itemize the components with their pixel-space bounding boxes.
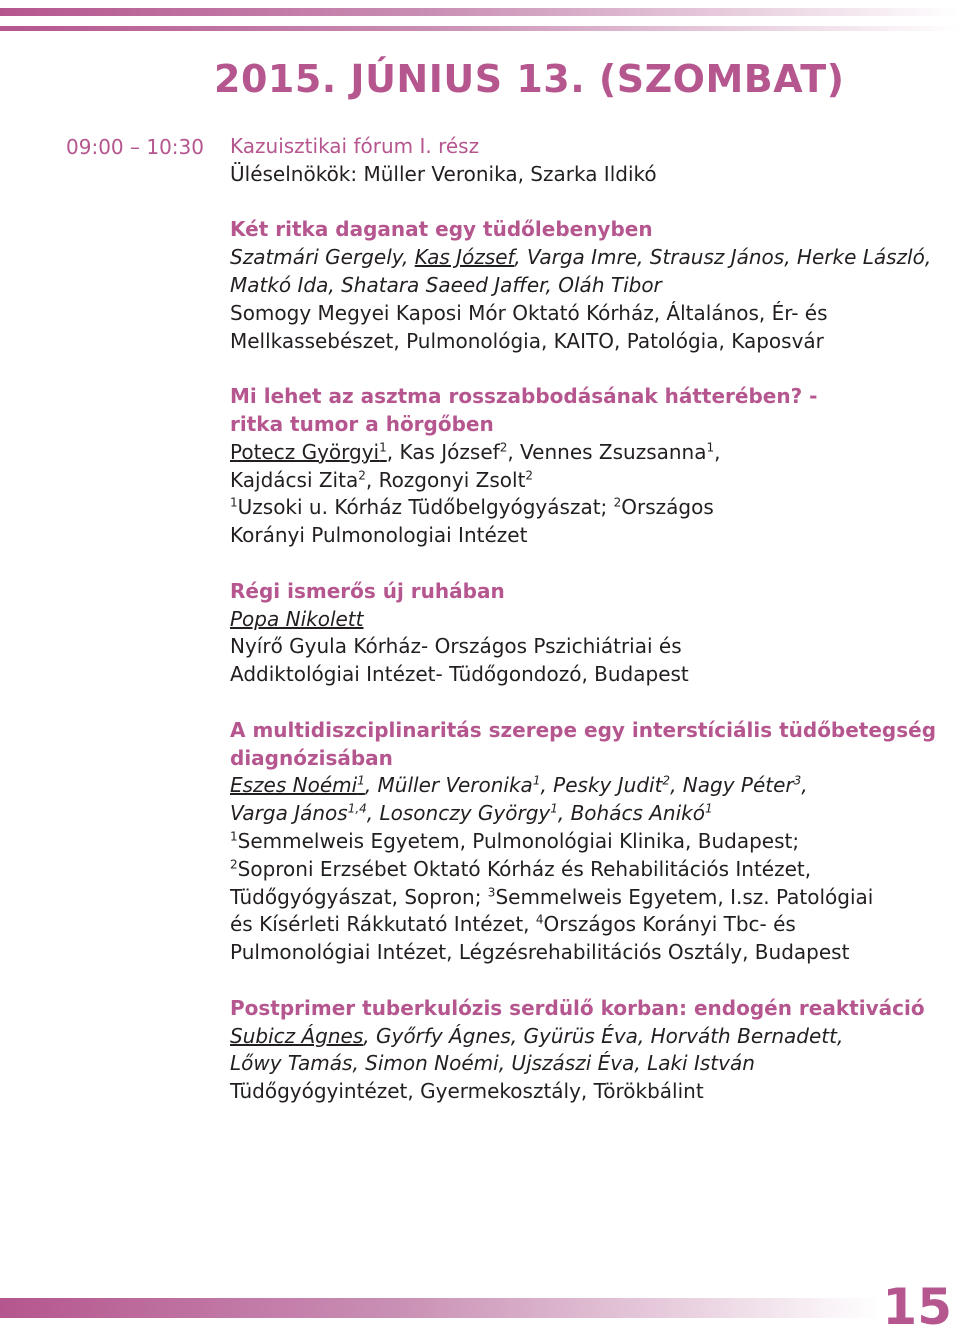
top-decorative-bar [0,8,960,16]
talk-5 [230,995,950,1106]
talk-title-line: diagnózisában [230,745,393,770]
presenting-author: Potecz Györgyi$^1$ [230,439,387,464]
talk-authors-line: Lőwy Tamás, Simon Noémi, Ujszászi Éva, Laki István [230,1051,755,1076]
talk-authors-line: Varga János$^{1,4}$, Losonczy György$^1$, Bohács Anikó$^1$ [230,801,713,826]
talk-affiliation-line: Pulmonológiai Intézet, Légzésrehabilitációs Osztály, Budapest [230,940,850,965]
talk-authors: Potecz Györgyi$^1$, Kas József$^2$, Vennes Zsuzsanna$^1$, [230,439,721,464]
talk-title-line: ritka tumor a hörgőben [230,411,494,436]
talk-affiliation: Tüdőgyógyintézet, Gyermekosztály, Törökbálint [230,1079,704,1104]
talk-affiliation-line: és Kísérleti Rákkutató Intézet, $^4$Országos Korányi Tbc- és [230,912,796,937]
bottom-decorative-bar [0,1298,880,1318]
talk-2 [230,383,950,550]
talk-affiliation-line: $^2$Soproni Erzsébet Oktató Kórház és Rehabilitációs Intézet, [230,856,812,881]
talk-1 [230,216,950,355]
talk-affiliation: $^1$Uzsoki u. Kórház Tüdőbelgyógyászat; $^2$Országos [230,495,714,520]
talk-4 [230,717,950,967]
talk-authors-line: Matkó Ida, Shatara Saeed Jaffer, Oláh Tibor [230,272,662,297]
talk-title: Két ritka daganat egy tüdőlebenyben [230,217,653,242]
presenting-author: Popa Nikolett [230,606,364,631]
talk-affiliation-line: Addiktológiai Intézet- Tüdőgondozó, Budapest [230,662,689,687]
talk-title: A multidiszciplinaritás szerepe egy interstíciális tüdőbetegség [230,717,937,742]
talk-authors: Subicz Ágnes, Győrfy Ágnes, Gyürüs Éva, Horváth Bernadett, [230,1023,844,1048]
presenting-author: Eszes Noémi$^1$ [230,773,365,798]
talk-authors: Szatmári Gergely, Kas József, Varga Imre, Strausz János, Herke László, [230,245,932,270]
talk-affiliation: Nyírő Gyula Kórház- Országos Pszichiátriai és [230,634,682,659]
talk-title: Mi lehet az asztma rosszabbodásának hátterében? - [230,384,818,409]
talk-affiliation-line: Tüdőgyógyászat, Sopron; $^3$Semmelweis Egyetem, I.sz. Patológiai [230,884,874,909]
session-chairs: Üléselnökök: Müller Veronika, Szarka Ildikó [230,161,657,186]
talk-title: Régi ismerős új ruhában [230,578,505,603]
session-time: 09:00 – 10:30 [66,135,204,159]
talk-affiliation-line: Korányi Pulmonologiai Intézet [230,523,528,548]
session-title: Kazuisztikai fórum I. rész [230,134,480,158]
date-heading: 2015. JÚNIUS 13. (SZOMBAT) [214,57,845,101]
page-number: 15 [882,1278,952,1336]
talk-authors-line: Kajdácsi Zita$^2$, Rozgonyi Zsolt$^2$ [230,467,534,492]
talk-affiliation: Somogy Megyei Kaposi Mór Oktató Kórház, Általános, Ér- és [230,300,828,325]
top-decorative-thin-bar [0,26,960,31]
session-content [230,133,950,1106]
talk-authors: Eszes Noémi$^1$, Müller Veronika$^1$, Pesky Judit$^2$, Nagy Péter$^3$, [230,773,808,798]
talk-title: Postprimer tuberkulózis serdülő korban: endogén reaktiváció [230,995,925,1020]
presenting-author: Subicz Ágnes [230,1023,364,1048]
talk-affiliation-line: Mellkassebészet, Pulmonológia, KAITO, Patológia, Kaposvár [230,328,824,353]
presenting-author: Kas József [414,245,515,270]
talk-3 [230,578,950,689]
talk-affiliation: $^1$Semmelweis Egyetem, Pulmonológiai Klinika, Budapest; [230,828,800,853]
talk-authors [230,606,950,634]
